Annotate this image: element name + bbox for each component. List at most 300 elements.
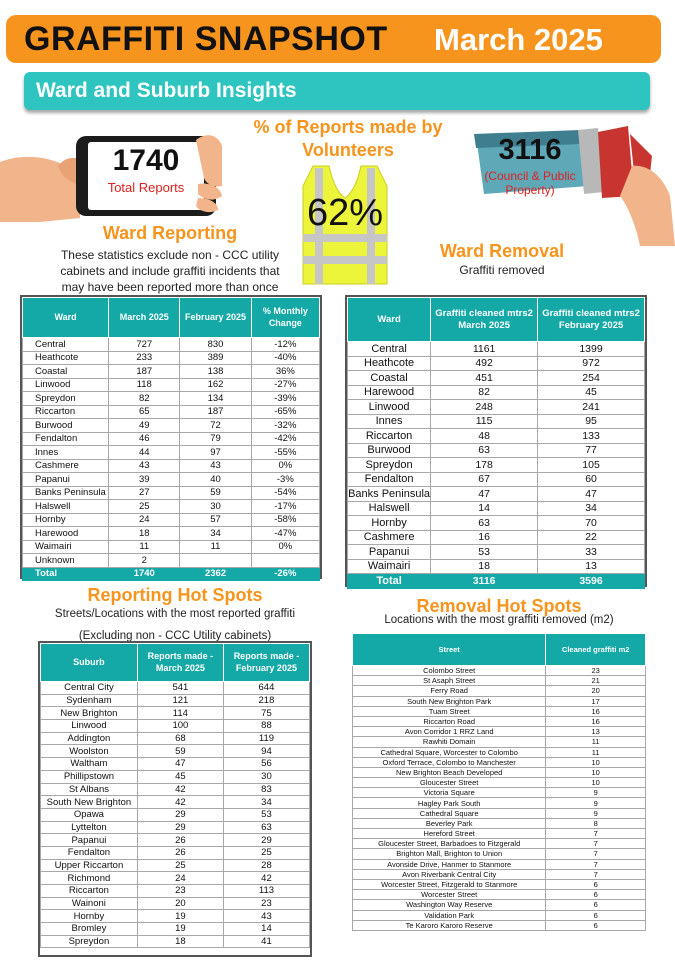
table-cell: 43 bbox=[109, 459, 180, 473]
table-cell: Sydenham bbox=[41, 694, 138, 707]
table-cell: 19 bbox=[137, 910, 223, 923]
table-cell: Addington bbox=[41, 732, 138, 745]
table-row bbox=[353, 706, 646, 716]
table-cell: 0% bbox=[251, 540, 319, 554]
table-cell: 972 bbox=[538, 356, 645, 371]
table-cell: 42 bbox=[223, 872, 309, 885]
volunteers-title-line2: Volunteers bbox=[302, 140, 394, 161]
table-row bbox=[23, 540, 320, 554]
table-cell: 6 bbox=[546, 920, 646, 930]
table-row bbox=[23, 459, 320, 473]
table-cell: 105 bbox=[538, 458, 645, 473]
table-row bbox=[348, 429, 645, 444]
table-cell: Central bbox=[348, 342, 431, 357]
table-header-row bbox=[41, 644, 310, 682]
table-header-row bbox=[348, 298, 645, 342]
table-cell: 45 bbox=[538, 385, 645, 400]
table-cell: 0% bbox=[251, 459, 319, 473]
table-row bbox=[41, 720, 310, 733]
table-row bbox=[41, 758, 310, 771]
table-cell: Riccarton bbox=[23, 405, 109, 419]
table-cell: Hornby bbox=[348, 516, 431, 531]
table-row bbox=[23, 419, 320, 433]
table-row bbox=[353, 869, 646, 879]
table-cell: 138 bbox=[180, 365, 251, 379]
table-row bbox=[348, 385, 645, 400]
table-row bbox=[41, 821, 310, 834]
table-cell: -55% bbox=[251, 446, 319, 460]
column-header: Street bbox=[353, 634, 546, 666]
table-row bbox=[348, 472, 645, 487]
table-cell: 119 bbox=[223, 732, 309, 745]
total-cell: 2362 bbox=[180, 567, 251, 581]
table-cell: 389 bbox=[180, 351, 251, 365]
table-cell: 25 bbox=[137, 859, 223, 872]
table-row bbox=[41, 910, 310, 923]
table-cell: 53 bbox=[223, 808, 309, 821]
table-cell: -3% bbox=[251, 473, 319, 487]
table-row bbox=[353, 818, 646, 828]
removal-hotspots-subtitle: Locations with the most graffiti removed (m2) bbox=[384, 614, 614, 626]
table-cell: Beverley Park bbox=[353, 818, 546, 828]
table-cell: 23 bbox=[137, 885, 223, 898]
table-cell: Waimairi bbox=[348, 559, 431, 574]
table-row bbox=[348, 458, 645, 473]
table-cell: 22 bbox=[538, 530, 645, 545]
table-cell: Papanui bbox=[23, 473, 109, 487]
table-cell: 644 bbox=[223, 682, 309, 695]
table-cell: 241 bbox=[538, 400, 645, 415]
table-cell: 492 bbox=[431, 356, 538, 371]
table-cell: 25 bbox=[109, 500, 180, 514]
reporting-hotspots-title: Reporting Hot Spots bbox=[87, 585, 263, 605]
table-cell: Validation Park bbox=[353, 910, 546, 920]
table-cell: Colombo Street bbox=[353, 666, 546, 676]
table-row bbox=[353, 900, 646, 910]
table-cell: 34 bbox=[180, 527, 251, 541]
table-cell: 1399 bbox=[538, 342, 645, 357]
table-cell: Central bbox=[23, 338, 109, 352]
table-row bbox=[353, 798, 646, 808]
table-row bbox=[41, 935, 310, 948]
table-cell: Brighton Mall, Brighton to Union bbox=[353, 849, 546, 859]
table-row bbox=[348, 530, 645, 545]
table-row bbox=[353, 829, 646, 839]
table-cell: -27% bbox=[251, 378, 319, 392]
table-cell: Waltham bbox=[41, 758, 138, 771]
table-row bbox=[23, 527, 320, 541]
table-cell: 14 bbox=[223, 923, 309, 936]
table-cell: 46 bbox=[109, 432, 180, 446]
table-cell: Coastal bbox=[348, 371, 431, 386]
table-cell: Te Karoro Karoro Reserve bbox=[353, 920, 546, 930]
table-cell: Gloucester Street bbox=[353, 778, 546, 788]
table-row bbox=[41, 732, 310, 745]
table-cell: 100 bbox=[137, 720, 223, 733]
ward-reporting-table bbox=[22, 297, 320, 581]
table-cell: Linwood bbox=[41, 720, 138, 733]
report-month: March 2025 bbox=[434, 22, 603, 57]
column-header: Ward bbox=[348, 298, 431, 342]
table-cell: 63 bbox=[431, 443, 538, 458]
table-cell: 7 bbox=[546, 839, 646, 849]
table-total-row bbox=[348, 574, 645, 589]
table-cell: Spreydon bbox=[348, 458, 431, 473]
table-cell: 451 bbox=[431, 371, 538, 386]
table-cell: 6 bbox=[546, 879, 646, 889]
table-cell: 218 bbox=[223, 694, 309, 707]
table-row bbox=[353, 767, 646, 777]
table-row bbox=[348, 545, 645, 560]
table-cell: 11 bbox=[109, 540, 180, 554]
table-cell: Woolston bbox=[41, 745, 138, 758]
table-cell: Bromley bbox=[41, 923, 138, 936]
table-cell: 8 bbox=[546, 818, 646, 828]
table-cell: 114 bbox=[137, 707, 223, 720]
table-cell: Heathcote bbox=[23, 351, 109, 365]
table-row bbox=[23, 554, 320, 568]
table-cell: Linwood bbox=[348, 400, 431, 415]
volunteers-percent: 62% bbox=[306, 192, 384, 234]
table-row bbox=[23, 351, 320, 365]
reporting-hotspots-subtitle-line1: Streets/Locations with the most reported graffiti bbox=[54, 608, 296, 620]
section-bar bbox=[24, 72, 650, 110]
table-cell: 88 bbox=[223, 720, 309, 733]
table-cell: 121 bbox=[137, 694, 223, 707]
table-cell: Fendalton bbox=[23, 432, 109, 446]
table-row bbox=[353, 696, 646, 706]
reporting-hotspots-subtitle-line2: (Excluding non - CCC Utility cabinets) bbox=[78, 629, 272, 642]
table-row bbox=[41, 846, 310, 859]
table-cell: Cashmere bbox=[348, 530, 431, 545]
table-row bbox=[41, 745, 310, 758]
table-cell: 115 bbox=[431, 414, 538, 429]
table-row bbox=[23, 500, 320, 514]
table-cell: 75 bbox=[223, 707, 309, 720]
table-cell: Central City bbox=[41, 682, 138, 695]
table-row bbox=[23, 338, 320, 352]
table-cell: Riccarton Road bbox=[353, 716, 546, 726]
table-cell: Upper Riccarton bbox=[41, 859, 138, 872]
table-cell: Hereford Street bbox=[353, 829, 546, 839]
table-cell: 29 bbox=[223, 834, 309, 847]
table-row bbox=[348, 443, 645, 458]
total-reports-label: Total Reports bbox=[107, 180, 185, 195]
table-row bbox=[23, 378, 320, 392]
table-cell: 6 bbox=[546, 890, 646, 900]
table-cell: 94 bbox=[223, 745, 309, 758]
ward-removal-subtitle: Graffiti removed bbox=[459, 263, 545, 277]
table-cell: Richmond bbox=[41, 872, 138, 885]
table-row bbox=[41, 796, 310, 809]
table-row bbox=[353, 808, 646, 818]
table-cell: 10 bbox=[546, 757, 646, 767]
table-cell: 11 bbox=[180, 540, 251, 554]
table-cell: 23 bbox=[546, 666, 646, 676]
table-cell: 21 bbox=[546, 676, 646, 686]
table-cell: Worcester Street bbox=[353, 890, 546, 900]
table-cell: Lyttelton bbox=[41, 821, 138, 834]
column-header: Reports made - February 2025 bbox=[223, 644, 309, 682]
reporting-hotspots-table bbox=[40, 643, 310, 948]
table-cell: 42 bbox=[137, 796, 223, 809]
table-cell: Hornby bbox=[41, 910, 138, 923]
table-cell: 57 bbox=[180, 513, 251, 527]
table-cell: -65% bbox=[251, 405, 319, 419]
table-row bbox=[353, 788, 646, 798]
table-cell: New Brighton Beach Developed bbox=[353, 767, 546, 777]
table-cell: 11 bbox=[546, 737, 646, 747]
table-cell: 10 bbox=[546, 778, 646, 788]
table-row bbox=[348, 371, 645, 386]
table-cell: 541 bbox=[137, 682, 223, 695]
table-cell: 26 bbox=[137, 834, 223, 847]
table-cell: Cashmere bbox=[23, 459, 109, 473]
table-cell: Avonside Drive, Hanmer to Stanmore bbox=[353, 859, 546, 869]
table-cell: Halswell bbox=[348, 501, 431, 516]
table-cell: 43 bbox=[223, 910, 309, 923]
table-cell: Burwood bbox=[23, 419, 109, 433]
table-row bbox=[353, 727, 646, 737]
table-cell: 25 bbox=[223, 846, 309, 859]
table-cell: 48 bbox=[431, 429, 538, 444]
table-cell: 254 bbox=[538, 371, 645, 386]
table-cell: 28 bbox=[223, 859, 309, 872]
table-cell: Worcester Street, Fitzgerald to Stanmore bbox=[353, 879, 546, 889]
table-cell: 47 bbox=[137, 758, 223, 771]
table-cell: Spreydon bbox=[41, 935, 138, 948]
total-cell: Total bbox=[348, 574, 431, 589]
table-cell: 134 bbox=[180, 392, 251, 406]
table-cell: 16 bbox=[546, 716, 646, 726]
ward-reporting-title: Ward Reporting bbox=[102, 223, 238, 243]
total-reports-card bbox=[0, 126, 230, 222]
table-cell: Washington Way Reserve bbox=[353, 900, 546, 910]
table-cell: 162 bbox=[180, 378, 251, 392]
table-cell: 727 bbox=[109, 338, 180, 352]
table-cell: Opawa bbox=[41, 808, 138, 821]
table-cell: 24 bbox=[137, 872, 223, 885]
table-cell: 40 bbox=[180, 473, 251, 487]
table-cell: 30 bbox=[223, 770, 309, 783]
table-cell: Banks Peninsula bbox=[348, 487, 431, 500]
table-row bbox=[353, 879, 646, 889]
table-cell: 18 bbox=[109, 527, 180, 541]
table-cell: Halswell bbox=[23, 500, 109, 514]
volunteers-title bbox=[248, 116, 448, 163]
table-row bbox=[41, 682, 310, 695]
table-cell: Linwood bbox=[23, 378, 109, 392]
table-cell: -39% bbox=[251, 392, 319, 406]
table-cell: 118 bbox=[109, 378, 180, 392]
table-cell: Tuam Street bbox=[353, 706, 546, 716]
page-title: GRAFFITI SNAPSHOT bbox=[24, 20, 388, 58]
table-row bbox=[353, 716, 646, 726]
table-cell: 68 bbox=[137, 732, 223, 745]
table-cell: 59 bbox=[180, 486, 251, 500]
total-cell: 1740 bbox=[109, 567, 180, 581]
table-row bbox=[23, 392, 320, 406]
table-cell: 42 bbox=[137, 783, 223, 796]
table-cell: Phillipstown bbox=[41, 770, 138, 783]
ward-removal-table bbox=[347, 297, 645, 589]
table-cell: Papanui bbox=[41, 834, 138, 847]
table-cell: 29 bbox=[137, 821, 223, 834]
table-row bbox=[23, 513, 320, 527]
table-cell bbox=[251, 554, 319, 568]
table-cell: Banks Peninsula bbox=[23, 486, 109, 500]
table-cell: 34 bbox=[538, 501, 645, 516]
table-row bbox=[353, 666, 646, 676]
table-cell: Fendalton bbox=[348, 472, 431, 487]
table-cell: 17 bbox=[546, 696, 646, 706]
table-row bbox=[41, 859, 310, 872]
table-cell: Hagley Park South bbox=[353, 798, 546, 808]
table-cell: 72 bbox=[180, 419, 251, 433]
total-cell: Total bbox=[23, 567, 109, 581]
table-cell: 20 bbox=[137, 897, 223, 910]
table-cell: 39 bbox=[109, 473, 180, 487]
table-cell: Fendalton bbox=[41, 846, 138, 859]
table-cell: Harewood bbox=[23, 527, 109, 541]
table-cell: Hornby bbox=[23, 513, 109, 527]
table-cell: 18 bbox=[431, 559, 538, 574]
table-cell: 79 bbox=[180, 432, 251, 446]
table-row bbox=[353, 778, 646, 788]
table-cell: 7 bbox=[546, 829, 646, 839]
table-cell: South New Brighton Park bbox=[353, 696, 546, 706]
table-row bbox=[41, 694, 310, 707]
table-row bbox=[348, 342, 645, 357]
table-total-row bbox=[23, 567, 320, 581]
table-cell: 7 bbox=[546, 859, 646, 869]
ward-removal-title: Ward Removal bbox=[439, 241, 565, 261]
table-row bbox=[353, 849, 646, 859]
column-header: Graffiti cleaned mtrs2 February 2025 bbox=[538, 298, 645, 342]
table-row bbox=[41, 808, 310, 821]
table-cell: Papanui bbox=[348, 545, 431, 560]
table-cell: 43 bbox=[180, 459, 251, 473]
table-cell: Heathcote bbox=[348, 356, 431, 371]
table-cell: Unknown bbox=[23, 554, 109, 568]
table-cell: 30 bbox=[180, 500, 251, 514]
table-row bbox=[353, 676, 646, 686]
table-cell: 26 bbox=[137, 846, 223, 859]
council-removal-card bbox=[470, 126, 675, 246]
table-cell: 9 bbox=[546, 798, 646, 808]
table-row bbox=[23, 446, 320, 460]
table-row bbox=[23, 405, 320, 419]
table-header-row bbox=[353, 634, 646, 666]
table-row bbox=[23, 473, 320, 487]
table-cell: 19 bbox=[137, 923, 223, 936]
table-row bbox=[41, 770, 310, 783]
column-header: % Monthly Change bbox=[251, 298, 319, 338]
column-header: Ward bbox=[23, 298, 109, 338]
table-cell: 34 bbox=[223, 796, 309, 809]
table-cell: 11 bbox=[546, 747, 646, 757]
table-cell: Innes bbox=[23, 446, 109, 460]
table-cell: 187 bbox=[180, 405, 251, 419]
table-cell: 41 bbox=[223, 935, 309, 948]
table-cell: Waimairi bbox=[23, 540, 109, 554]
column-header: Suburb bbox=[41, 644, 138, 682]
table-cell: 23 bbox=[223, 897, 309, 910]
column-header: March 2025 bbox=[109, 298, 180, 338]
table-row bbox=[353, 910, 646, 920]
table-cell: 20 bbox=[546, 686, 646, 696]
table-cell: 233 bbox=[109, 351, 180, 365]
table-cell: 13 bbox=[538, 559, 645, 574]
table-cell: 45 bbox=[137, 770, 223, 783]
table-row bbox=[23, 432, 320, 446]
table-cell: 830 bbox=[180, 338, 251, 352]
table-cell: 53 bbox=[431, 545, 538, 560]
table-row bbox=[353, 839, 646, 849]
column-header: Reports made - March 2025 bbox=[137, 644, 223, 682]
table-row bbox=[41, 707, 310, 720]
table-cell: Spreydon bbox=[23, 392, 109, 406]
table-row bbox=[353, 920, 646, 930]
table-cell: St Albans bbox=[41, 783, 138, 796]
table-cell: 59 bbox=[137, 745, 223, 758]
table-row bbox=[348, 356, 645, 371]
table-row bbox=[41, 872, 310, 885]
table-cell: -47% bbox=[251, 527, 319, 541]
table-cell: 133 bbox=[538, 429, 645, 444]
table-cell: 63 bbox=[223, 821, 309, 834]
council-removal-label-line2: Property) bbox=[505, 183, 555, 197]
table-cell: 65 bbox=[109, 405, 180, 419]
volunteers-title-line1: % of Reports made by bbox=[253, 117, 443, 137]
table-cell: 82 bbox=[109, 392, 180, 406]
ward-reporting-note-line3: may have been reported more than once bbox=[61, 280, 279, 295]
council-removal-value: 3116 bbox=[498, 134, 562, 166]
table-cell: Avon Corridor 1 RRZ Land bbox=[353, 727, 546, 737]
table-cell: -40% bbox=[251, 351, 319, 365]
table-cell: Wainoni bbox=[41, 897, 138, 910]
removal-hotspots-table bbox=[352, 633, 646, 931]
table-cell: 47 bbox=[431, 487, 538, 502]
table-cell: 18 bbox=[137, 935, 223, 948]
table-cell: 16 bbox=[431, 530, 538, 545]
table-cell: 63 bbox=[431, 516, 538, 531]
table-cell: -32% bbox=[251, 419, 319, 433]
table-cell: 9 bbox=[546, 808, 646, 818]
table-cell: 29 bbox=[137, 808, 223, 821]
table-cell: 83 bbox=[223, 783, 309, 796]
table-cell: Riccarton bbox=[41, 885, 138, 898]
table-cell: 67 bbox=[431, 472, 538, 487]
table-cell: -58% bbox=[251, 513, 319, 527]
table-cell: 33 bbox=[538, 545, 645, 560]
table-cell: 187 bbox=[109, 365, 180, 379]
header-banner bbox=[6, 15, 661, 63]
section-bar-title: Ward and Suburb Insights bbox=[36, 79, 297, 102]
total-cell: 3116 bbox=[431, 574, 538, 589]
table-header-row bbox=[23, 298, 320, 338]
table-row bbox=[353, 757, 646, 767]
table-cell: 10 bbox=[546, 767, 646, 777]
table-row bbox=[348, 501, 645, 516]
table-cell: 77 bbox=[538, 443, 645, 458]
table-row bbox=[23, 486, 320, 500]
column-header: February 2025 bbox=[180, 298, 251, 338]
table-row bbox=[353, 859, 646, 869]
table-row bbox=[348, 414, 645, 429]
table-cell: 27 bbox=[109, 486, 180, 500]
table-row bbox=[353, 737, 646, 747]
